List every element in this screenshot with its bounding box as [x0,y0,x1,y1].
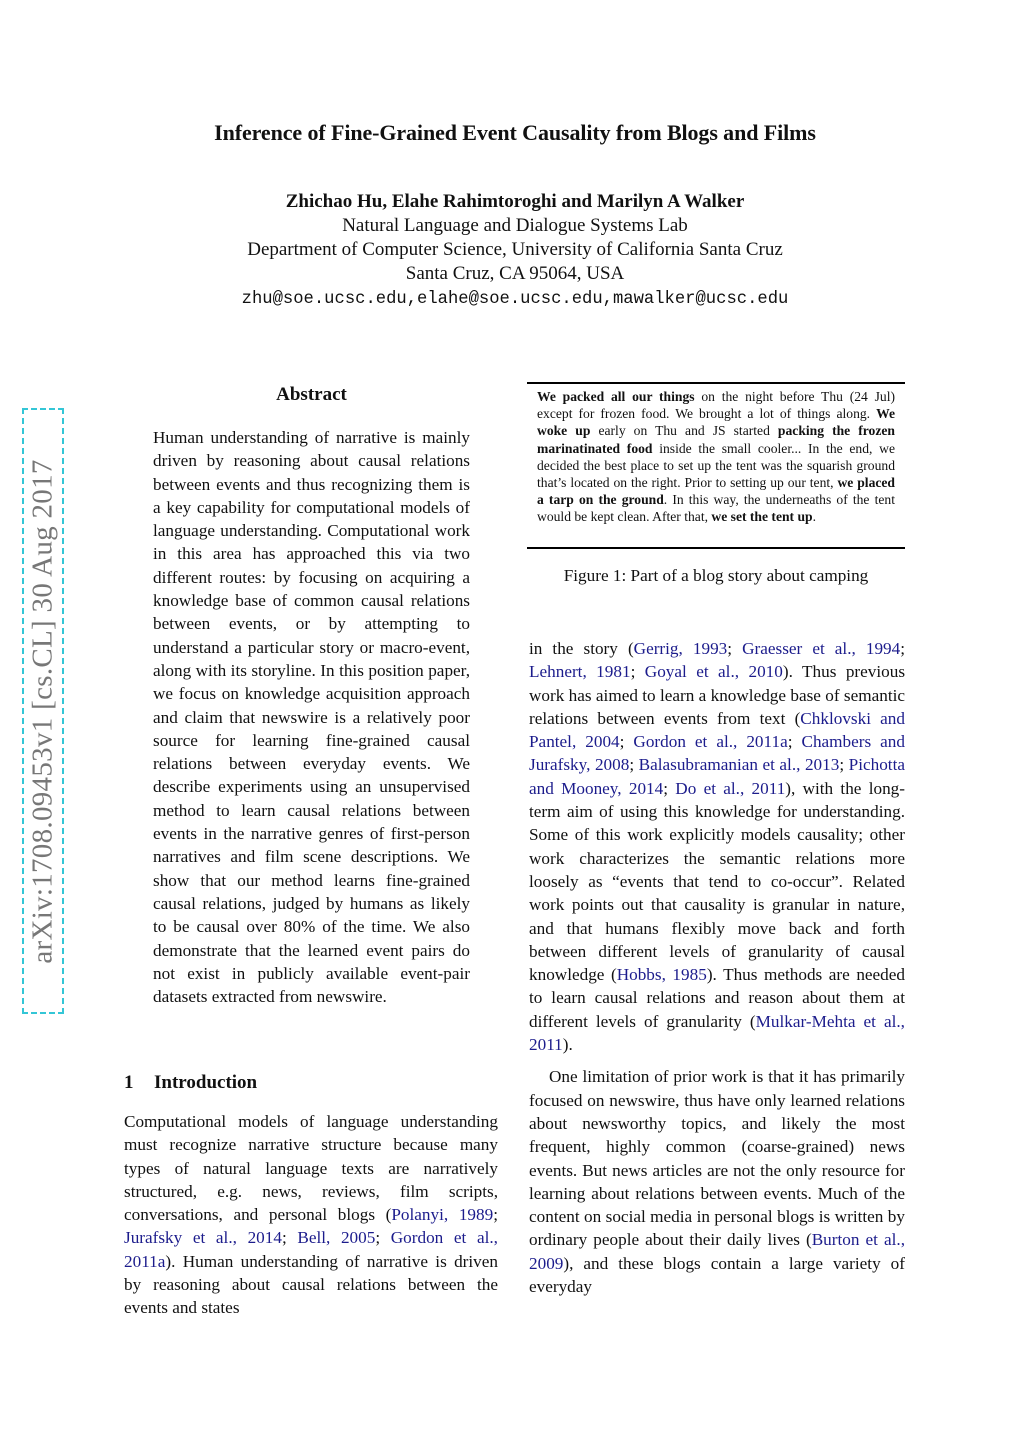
paper-title: Inference of Fine-Grained Event Causality from Blogs and Films [214,120,816,145]
intro-text: ). Human understanding of narrative is driven by reasoning about causal relations between the events and states [124,1251,498,1318]
figure-bold-event: We woke up [537,406,895,439]
citation-link[interactable]: Gordon et al., 2011a [633,732,788,752]
section-heading-introduction [124,1072,498,1094]
intro-text: in the story ( [529,639,634,658]
citation-separator: ; [281,1228,298,1248]
arxiv-stamp-text: arXiv:1708.09453v1 [cs.CL] 30 Aug 2017 [26,458,59,964]
citation-link[interactable]: Balasubramanian et al., 2013 [638,755,840,775]
figure-1-box [527,382,905,549]
citation-link[interactable]: Pichotta and Mooney, 2014 [529,755,905,798]
intro-text: Computational models of language understanding must recognize narrative structure because many types of natural language texts are narratively structured, e.g. news, reviews, film scripts, conversations, and personal blogs ( [124,1112,498,1225]
author-names: Zhichao Hu, Elahe Rahimtoroghi and Marilyn A Walker [285,191,745,212]
figure-1-text [537,388,895,526]
citation-link[interactable]: Hobbs, 1985 [616,965,707,985]
abstract-body: Human understanding of narrative is mainly driven by reasoning about causal relations between events and thus recognizing them is a key capability for computational models of language understanding. Computational work in this area has approached this via two different routes: by focusing on acquiring a knowledge base of common causal relations between events, or by attempting to understand a particular story or macro-event, along with its storyline. In this position paper, we focus on knowledge acquisition approach and claim that newswire is a relatively poor source for learning fine-grained causal relations between everyday events. We describe experiments using an unsupervised method to learn causal relations between events in the narrative genres of first-person narratives and film scene descriptions. We show that our method learns fine-grained causal relations, judged by humans as likely to be causal over 80% of the time. We also demonstrate that the learned event pairs do not exist in publicly available event-pair datasets extracted from newswire. [153,428,470,1007]
intro-text: One limitation of prior work is that it has primarily focused on newswire, thus have only learned relations about newsworthy topics, and likely the most frequent, highly common (coarse-grained) news events. But news articles are not the only resource for learning about relations between events. Much of the content on social media in personal blogs is written by ordinary people about their daily lives ( [529,1067,905,1250]
right-column [529,637,905,1298]
intro-text: ). Thus methods are needed to learn causal relations and reason about them at different levels of granularity ( [529,965,905,1031]
affiliation-department: Department of Computer Science, University of California Santa Cruz [247,239,783,260]
author-emails: zhu@soe.ucsc.edu,elahe@soe.ucsc.edu,mawalker@ucsc.edu [241,290,789,309]
affiliation-lab: Natural Language and Dialogue Systems Lab [342,215,688,236]
figure-bold-event: we placed a tarp on the ground [537,475,895,508]
citation-link[interactable]: Jurafsky et al., 2014 [124,1228,282,1248]
abstract-heading: Abstract [276,384,347,405]
intro-text: ), and these blogs contain a large variety of everyday [529,1253,905,1297]
citation-link[interactable]: Bell, 2005 [297,1228,376,1248]
figure-text-run: . [812,509,816,525]
intro-text: ). [562,1035,573,1055]
intro-text: ), with the long-term aim of using this knowledge for understanding. Some of this work explicitly models causality; other work characterizes the semantic relations more loosely as “events that tend to co-occur”. Related work points out that causality is granular in nature, and that humans flexibly move back and forth between different levels of granularity of causal knowledge ( [529,778,905,985]
intro-text: ). Thus previous work has aimed to learn a knowledge base of semantic relations between events from text ( [529,662,906,728]
citation-separator: ; [727,639,743,658]
citation-link[interactable]: Polanyi, 1989 [391,1205,494,1225]
intro-paragraph-2 [529,1065,905,1298]
section-title: Introduction [154,1072,258,1093]
citation-link[interactable]: Gerrig, 1993 [633,639,728,658]
figure-bold-event: we set the tent up [711,509,813,525]
citation-separator: ; [629,755,639,775]
figure-bold-event: We packed all our things [537,389,695,404]
figure-text-run: inside the small cooler... In the end, we decided the best place to set up the tent was the squarish ground that’s located on the right. Prior to setting up our tent, [537,440,896,491]
author-block [100,189,930,313]
citation-link[interactable]: Mulkar-Mehta et al., 2011 [529,1011,905,1055]
figure-text-run: on the night before Thu (24 Jul) except for frozen food. We brought a lot of things along. [537,389,896,422]
citation-separator: ; [839,755,849,775]
citation-separator: ; [663,778,676,798]
figure-bold-event: packing the frozen marinatinated food [537,423,895,456]
affiliation-location: Santa Cruz, CA 95064, USA [405,263,625,284]
arxiv-stamp [22,408,64,1014]
citation-separator: ; [375,1228,391,1248]
figure-1-caption: Figure 1: Part of a blog story about camping [563,566,869,585]
figure-text-run: . In this way, the underneaths of the tent would be kept clean. After that, [537,492,895,525]
citation-link[interactable]: Goyal et al., 2010 [644,662,783,682]
citation-separator: ; [619,732,634,752]
citation-link[interactable]: Lehnert, 1981 [529,662,631,682]
citation-separator: ; [900,639,906,658]
citation-link[interactable]: Burton et al., 2009 [529,1230,905,1273]
citation-link[interactable]: Graesser et al., 1994 [742,639,901,658]
figure-text-run: early on Thu and JS started [590,423,778,439]
citation-link[interactable]: Chambers and Jurafsky, 2008 [529,732,905,775]
section-number: 1 [124,1072,134,1093]
citation-separator: ; [787,732,802,752]
citation-separator: ; [493,1205,498,1225]
citation-link[interactable]: Gordon et al., 2011a [124,1228,498,1271]
intro-paragraph-1-continued [529,637,905,1056]
intro-paragraph-1 [124,1110,498,1320]
citation-link[interactable]: Do et al., 2011 [675,778,786,798]
citation-separator: ; [630,662,645,682]
citation-link[interactable]: Chklovski and Pantel, 2004 [529,708,905,752]
